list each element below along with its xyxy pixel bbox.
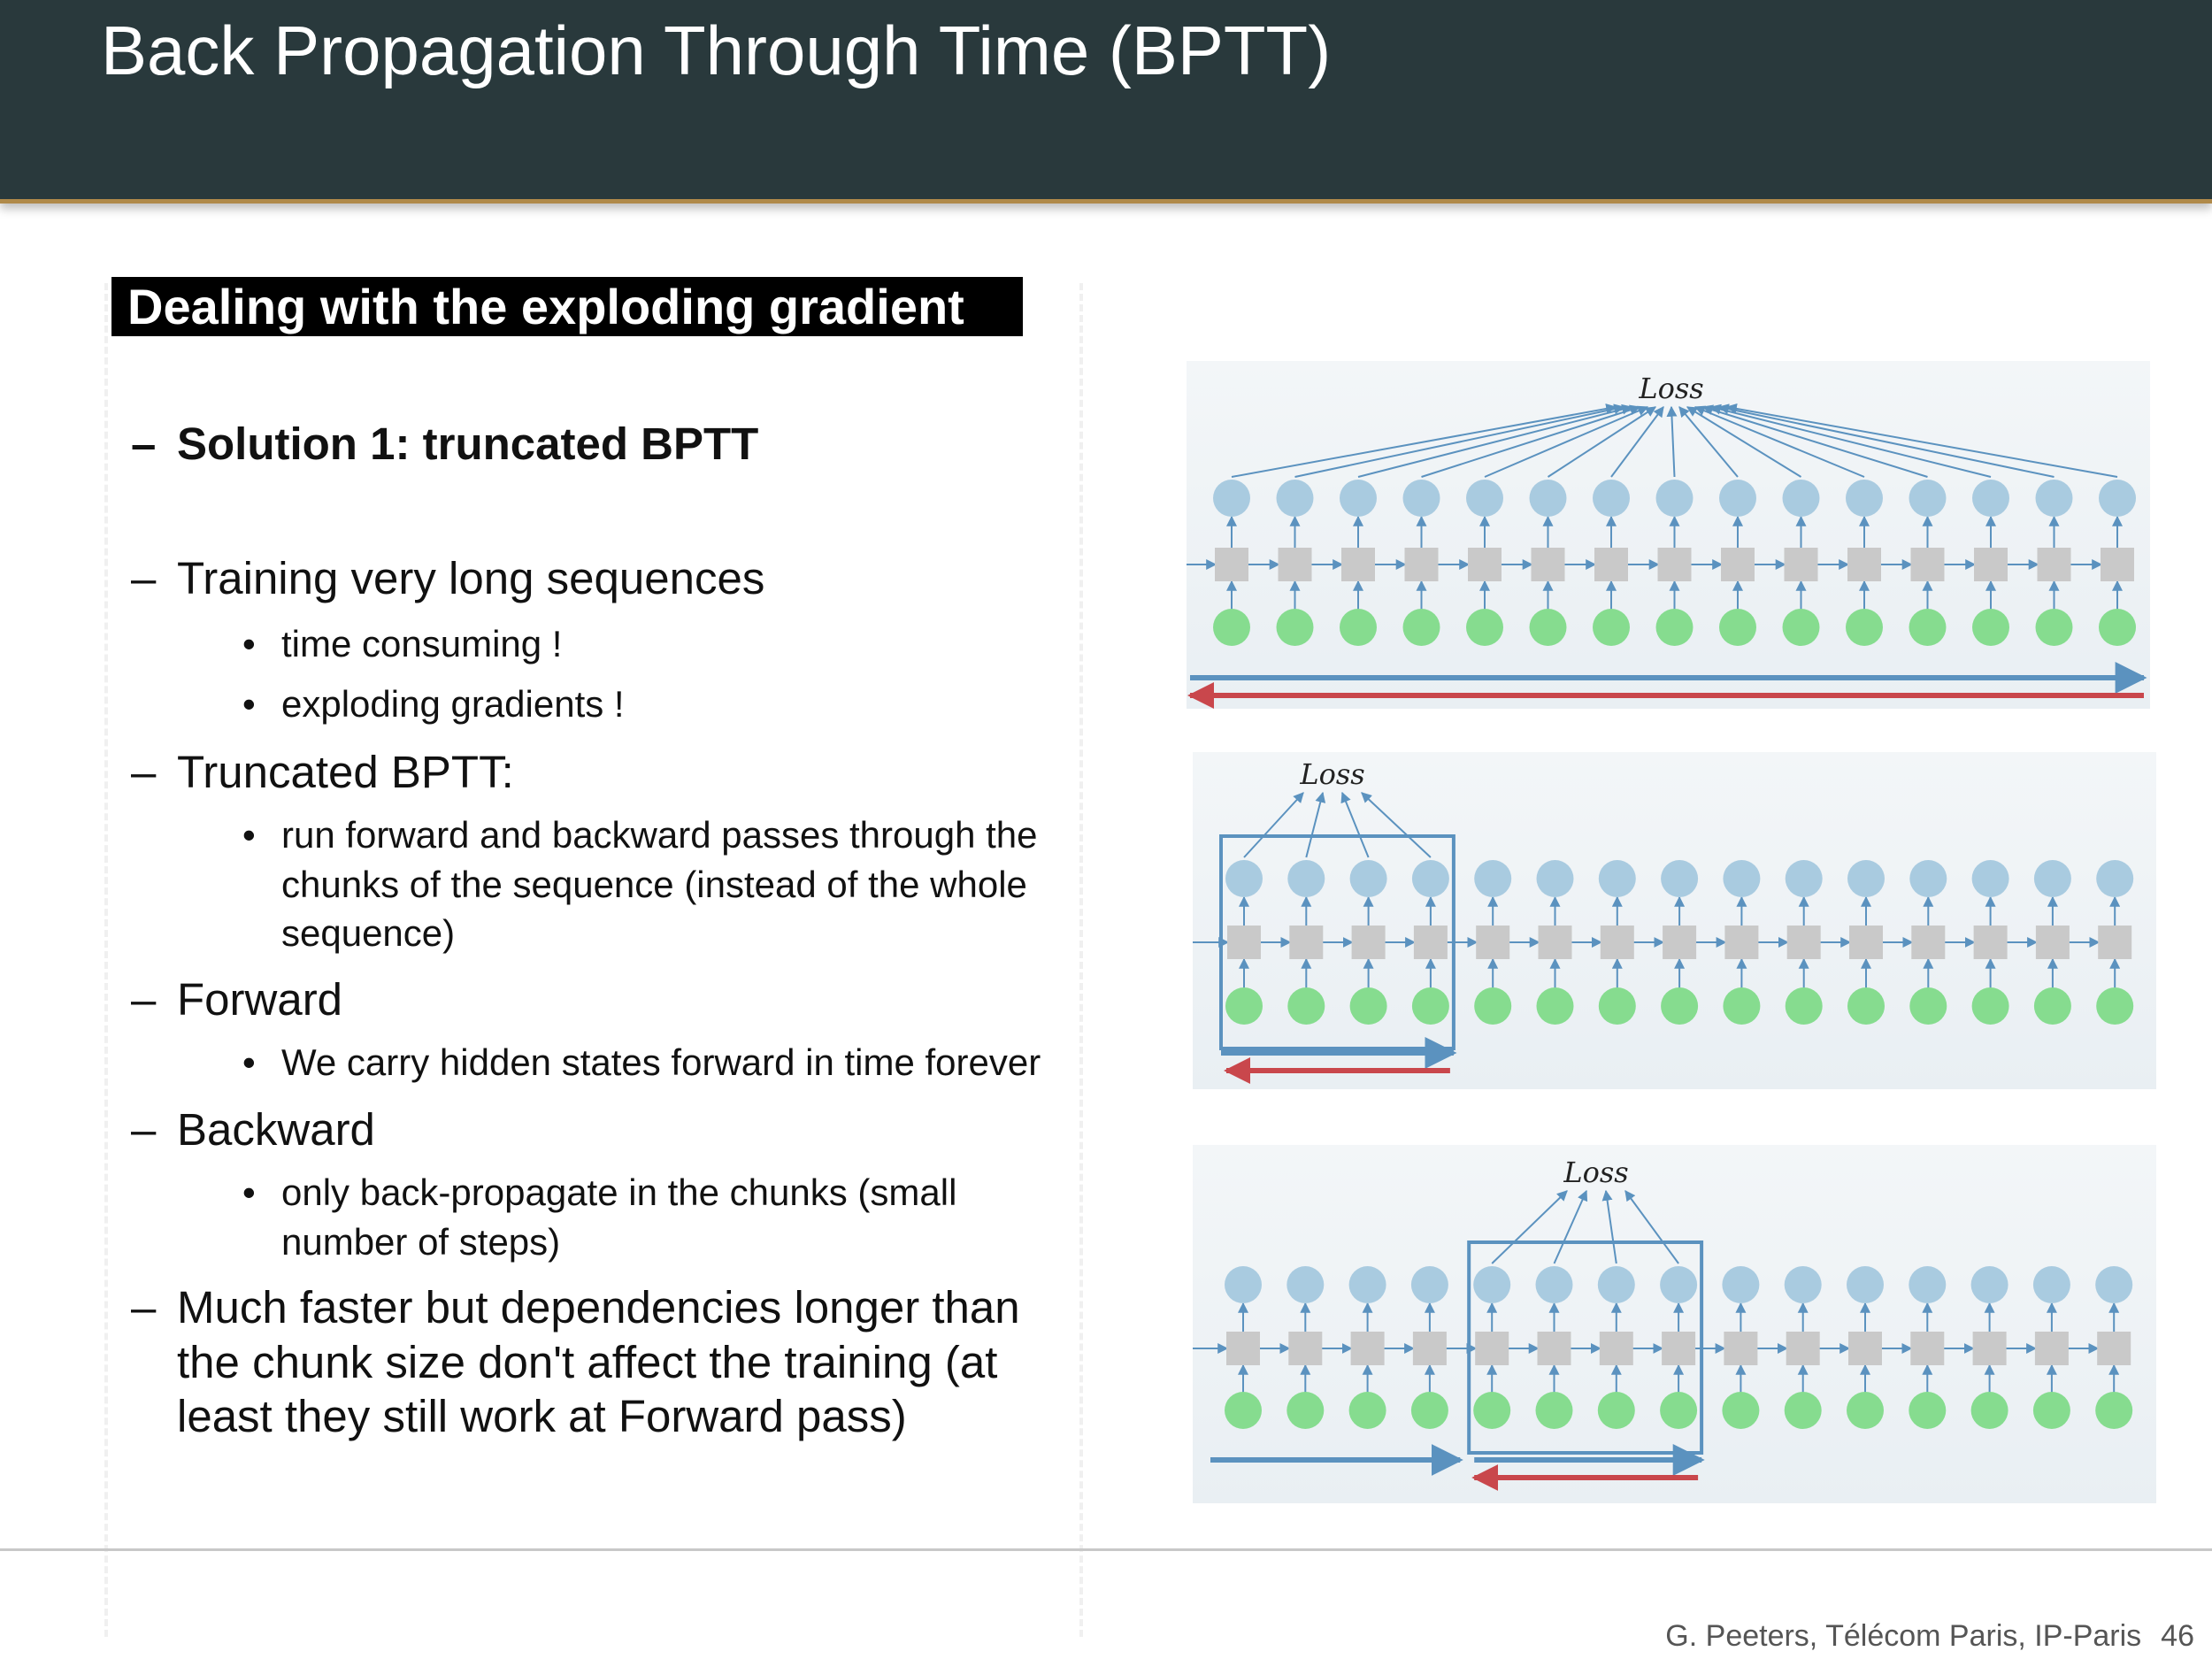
hidden-node (1847, 548, 1881, 581)
loss-label: Loss (1639, 372, 1704, 405)
loss-connector (1606, 1191, 1617, 1263)
hidden-node (1974, 926, 2008, 959)
input-node (1661, 987, 1698, 1025)
output-node (1466, 480, 1503, 517)
input-node (1474, 987, 1511, 1025)
sub-list-item: • time consuming ! (242, 623, 563, 664)
sub-list-item: • only back-propagate in the chunks (small (242, 1171, 957, 1213)
loss-connector (1703, 407, 1928, 477)
figure-truncated-bptt-1 (1193, 752, 2156, 1089)
input-node (1466, 609, 1503, 646)
loss-connector (1306, 793, 1323, 857)
footer-rule (0, 1548, 2212, 1551)
output-node (2036, 480, 2073, 517)
input-node (1286, 1392, 1324, 1429)
input-node (1785, 1392, 1822, 1429)
loss-label: Loss (1563, 1156, 1629, 1189)
input-node (1213, 609, 1250, 646)
input-node (2036, 609, 2073, 646)
output-node (1909, 1266, 1946, 1303)
input-node (1723, 987, 1760, 1025)
hidden-node (2098, 926, 2131, 959)
input-node (1909, 1392, 1946, 1429)
slide-header (0, 0, 2212, 204)
hidden-node (1973, 1332, 2007, 1365)
hidden-node (1352, 926, 1386, 959)
input-node (1277, 609, 1314, 646)
output-node (1349, 1266, 1386, 1303)
input-node (1846, 609, 1883, 646)
input-node (2034, 987, 2071, 1025)
figure-full-bptt (1187, 361, 2150, 709)
hidden-node (1288, 1332, 1322, 1365)
hidden-node (1538, 1332, 1571, 1365)
hidden-node (1413, 1332, 1447, 1365)
output-node (1473, 1266, 1510, 1303)
output-node (1287, 860, 1325, 897)
input-node (1593, 609, 1630, 646)
section-title: Dealing with the exploding gradient (111, 277, 1023, 336)
hidden-node (2097, 1332, 2131, 1365)
hidden-node (1600, 1332, 1633, 1365)
input-node (1598, 1392, 1635, 1429)
hidden-node (1476, 926, 1509, 959)
list-item: – Much faster but dependencies longer than (131, 1282, 1020, 1333)
output-node (1723, 860, 1760, 897)
input-node (1349, 1392, 1386, 1429)
loss-connector (1719, 407, 2055, 477)
rnn-diagram-truncated-2 (1193, 1145, 2156, 1503)
hidden-node (1279, 548, 1312, 581)
input-node (1530, 609, 1567, 646)
output-node (1286, 1266, 1324, 1303)
output-node (1599, 860, 1636, 897)
input-node (1225, 1392, 1262, 1429)
loss-connector (1711, 407, 1991, 477)
hidden-node (1215, 548, 1248, 581)
input-node (1722, 1392, 1759, 1429)
output-node (1909, 860, 1947, 897)
figure-truncated-bptt-2 (1193, 1145, 2156, 1503)
output-node (1598, 1266, 1635, 1303)
output-node (1785, 1266, 1822, 1303)
hidden-node (2036, 926, 2070, 959)
output-node (1783, 480, 1820, 517)
output-node (2095, 1266, 2132, 1303)
output-node (1412, 860, 1449, 897)
output-node (1213, 480, 1250, 517)
hidden-node (1227, 926, 1261, 959)
hidden-node (1724, 1332, 1757, 1365)
output-node (1722, 1266, 1759, 1303)
input-node (1536, 1392, 1573, 1429)
output-node (1786, 860, 1823, 897)
output-node (1403, 480, 1440, 517)
hidden-node (1848, 1332, 1882, 1365)
loss-connector (1555, 1191, 1587, 1263)
hidden-node (1594, 548, 1628, 581)
input-node (2096, 987, 2133, 1025)
hidden-node (1849, 926, 1883, 959)
output-node (1909, 480, 1947, 517)
input-node (1412, 987, 1449, 1025)
input-node (1225, 987, 1263, 1025)
output-node (1719, 480, 1756, 517)
hidden-node (1226, 1332, 1260, 1365)
input-node (1660, 1392, 1697, 1429)
rnn-diagram-truncated-1 (1193, 752, 2156, 1089)
output-node (1277, 480, 1314, 517)
hidden-node (1974, 548, 2008, 581)
input-node (1656, 609, 1694, 646)
hidden-node (1601, 926, 1634, 959)
input-node (1783, 609, 1820, 646)
hidden-node (1662, 1332, 1695, 1365)
sub-list-item-continuation: number of steps) (281, 1221, 561, 1263)
input-node (1847, 1392, 1884, 1429)
output-node (2034, 860, 2071, 897)
loss-connector (1295, 407, 1624, 477)
output-node (1661, 860, 1698, 897)
output-node (1530, 480, 1567, 517)
list-heading: – Solution 1: truncated BPTT (131, 419, 759, 469)
list-item: – Truncated BPTT: (131, 747, 514, 797)
output-node (1225, 1266, 1262, 1303)
input-node (2033, 1392, 2070, 1429)
hidden-node (1786, 1332, 1820, 1365)
hidden-node (1787, 926, 1821, 959)
loss-connector (1625, 1191, 1678, 1263)
loss-connector (1232, 407, 1616, 477)
guide-line-left (104, 283, 108, 1637)
list-item: – Forward (131, 974, 343, 1025)
loss-connector (1358, 407, 1632, 477)
list-item-continuation: least they still work at Forward pass) (177, 1391, 907, 1441)
output-node (1340, 480, 1377, 517)
hidden-node (1532, 548, 1565, 581)
output-node (1350, 860, 1387, 897)
hidden-node (2101, 548, 2134, 581)
output-node (1847, 1266, 1884, 1303)
input-node (1972, 609, 2009, 646)
list-item: – Backward (131, 1104, 375, 1155)
slide-title: Back Propagation Through Time (BPTT) (101, 12, 1332, 89)
sub-list-item-continuation: sequence) (281, 912, 456, 954)
output-node (1474, 860, 1511, 897)
loss-label: Loss (1300, 757, 1365, 791)
output-node (1536, 1266, 1573, 1303)
output-node (1537, 860, 1574, 897)
loss-connector (1422, 407, 1640, 477)
input-node (2099, 609, 2136, 646)
hidden-node (1658, 548, 1692, 581)
hidden-node (1351, 1332, 1385, 1365)
loss-connector (1611, 407, 1663, 477)
input-node (1786, 987, 1823, 1025)
sub-list-item: • exploding gradients ! (242, 683, 625, 725)
hidden-node (1910, 1332, 1944, 1365)
input-node (1411, 1392, 1448, 1429)
loss-connector (1492, 1191, 1567, 1263)
page-number: 46 (2161, 1619, 2194, 1653)
output-node (1593, 480, 1630, 517)
loss-connector (1342, 793, 1369, 857)
hidden-node (1785, 548, 1818, 581)
hidden-node (1414, 926, 1448, 959)
hidden-node (2038, 548, 2071, 581)
input-node (1537, 987, 1574, 1025)
hidden-node (1289, 926, 1323, 959)
hidden-node (1911, 548, 1945, 581)
input-node (1340, 609, 1377, 646)
output-node (1225, 860, 1263, 897)
input-node (1287, 987, 1325, 1025)
footer-author: G. Peeters, Télécom Paris, IP-Paris (1665, 1619, 2142, 1653)
hidden-node (1475, 1332, 1509, 1365)
input-node (2095, 1392, 2132, 1429)
list-item: – Training very long sequences (131, 553, 765, 603)
output-node (2099, 480, 2136, 517)
hidden-node (1341, 548, 1375, 581)
output-node (1972, 860, 2009, 897)
hidden-node (1405, 548, 1439, 581)
loss-connector (1362, 793, 1431, 857)
output-node (1972, 480, 2009, 517)
input-node (1403, 609, 1440, 646)
sub-list-item: • run forward and backward passes through the (242, 814, 1038, 856)
input-node (1599, 987, 1636, 1025)
input-node (1847, 987, 1885, 1025)
output-node (1971, 1266, 2008, 1303)
output-node (1846, 480, 1883, 517)
loss-connector (1695, 407, 1864, 477)
hidden-node (1911, 926, 1945, 959)
hidden-node (1539, 926, 1572, 959)
output-node (1660, 1266, 1697, 1303)
output-node (1411, 1266, 1448, 1303)
loss-connector (1727, 407, 2117, 477)
output-node (1847, 860, 1885, 897)
hidden-node (2035, 1332, 2069, 1365)
loss-connector (1485, 407, 1647, 477)
hidden-node (1724, 926, 1758, 959)
list-item-continuation: the chunk size don't affect the training (at (177, 1337, 998, 1387)
sub-list-item-continuation: chunks of the sequence (instead of the whole (281, 864, 1027, 905)
output-node (1656, 480, 1694, 517)
input-node (1972, 987, 2009, 1025)
input-node (1473, 1392, 1510, 1429)
sub-list-item: • We carry hidden states forward in time forever (242, 1041, 1041, 1083)
loss-connector (1244, 793, 1303, 857)
loss-connector (1679, 407, 1738, 477)
hidden-node (1468, 548, 1502, 581)
input-node (1909, 987, 1947, 1025)
rnn-diagram-full (1187, 361, 2150, 709)
loss-connector (1671, 407, 1675, 477)
output-node (2033, 1266, 2070, 1303)
input-node (1719, 609, 1756, 646)
input-node (1350, 987, 1387, 1025)
input-node (1909, 609, 1947, 646)
hidden-node (1663, 926, 1696, 959)
output-node (2096, 860, 2133, 897)
guide-line-right (1079, 283, 1083, 1637)
input-node (1971, 1392, 2008, 1429)
slide-footer (1646, 1619, 2194, 1654)
hidden-node (1721, 548, 1755, 581)
